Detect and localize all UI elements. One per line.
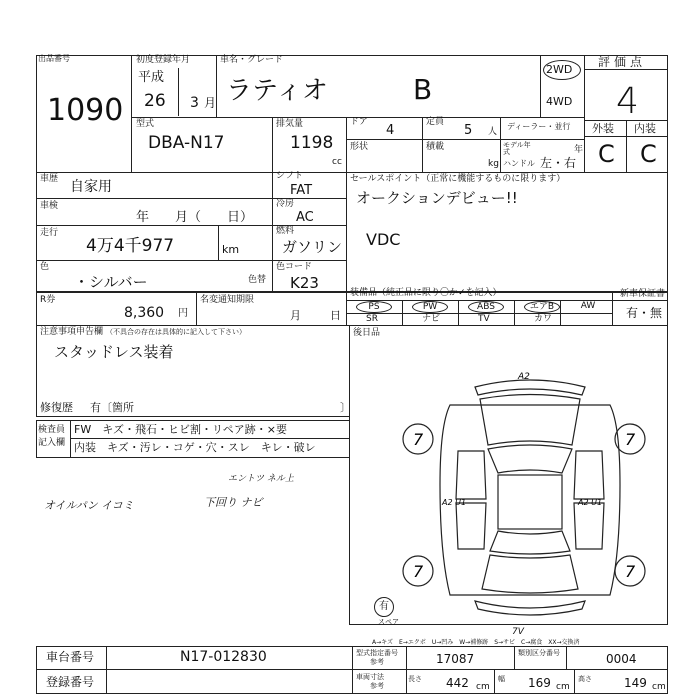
displacement-value: 1198 xyxy=(290,133,334,153)
rating-score: 4 xyxy=(616,81,639,122)
meigi-month: 月 xyxy=(290,309,301,322)
meigi-label: 名変通知期限 xyxy=(200,295,255,305)
equipment-item-bottom: TV xyxy=(478,314,490,324)
interior-grade: C xyxy=(640,140,657,168)
model-year-label: モデル年式 xyxy=(503,141,531,156)
chassis-label: 車台番号 xyxy=(46,650,95,664)
class-label: 類別区分番号 xyxy=(518,649,560,657)
sales-point-label: セールスポイント（正常に機能するものに限ります） xyxy=(350,174,566,184)
spare-label: スペア xyxy=(378,618,399,626)
color-code-label: 色コード xyxy=(276,262,313,272)
sales-point-line1: オークションデビュー!! xyxy=(356,189,518,207)
width-label: 幅 xyxy=(498,675,505,683)
first-reg-era: 平成 xyxy=(138,70,165,85)
equipment-item-top: PW xyxy=(412,301,448,313)
interior-label: 内装 xyxy=(634,122,656,135)
equipment-item-bottom: ナビ xyxy=(422,314,441,324)
right-door-front xyxy=(574,451,604,499)
mileage-label: 走行 xyxy=(40,228,59,238)
equipment-item-bottom: カワ xyxy=(534,314,553,324)
displacement-label: 排気量 xyxy=(276,119,304,129)
registration-label: 登録番号 xyxy=(46,675,95,689)
sales-point-line2: VDC xyxy=(366,230,401,249)
mark-tire-fr: 7 xyxy=(625,430,636,449)
shape-label: 形状 xyxy=(350,142,369,152)
left-door-front xyxy=(456,451,486,499)
drive-2wd: 2WD xyxy=(546,63,573,76)
mileage-value: 4万4千977 xyxy=(86,236,175,256)
first-reg-month-unit: 月 xyxy=(204,96,217,110)
meigi-day: 日 xyxy=(330,309,341,322)
capacity-value: 5 xyxy=(464,123,473,138)
mark-tire-fl: 7 xyxy=(413,430,424,449)
mark-left-side: A2 U1 xyxy=(442,498,467,507)
rating-label: 評価点 xyxy=(598,55,647,69)
notes-label: 注意事項申告欄 xyxy=(40,327,104,337)
hand-note-c: 下回り ナビ xyxy=(204,496,263,509)
mark-tire-rl: 7 xyxy=(413,562,424,581)
length-unit: cm xyxy=(476,682,490,692)
displacement-unit: cc xyxy=(332,157,342,167)
recycle-value: 8,360 xyxy=(124,305,165,321)
doors-value: 4 xyxy=(386,123,395,138)
hood xyxy=(480,395,580,446)
roof xyxy=(498,475,562,529)
notes-sub: （不具合の存在は具体的に記入して下さい） xyxy=(106,328,246,336)
color-label: 色 xyxy=(40,262,50,272)
shaken-label: 車検 xyxy=(40,201,59,211)
inspector-row-2: 内装 キズ・汚レ・コゲ・穴・スレ キレ・破レ xyxy=(74,441,316,454)
rear-window xyxy=(490,531,570,554)
repair-close: 〕 xyxy=(340,401,351,414)
trunk xyxy=(482,555,578,593)
dims-ref: 参考 xyxy=(370,682,384,690)
damage-legend: A→キズ E→エクボ U→凹み W→補修跡 S→サビ C→腐食 XX→交換済 xyxy=(372,639,580,646)
first-reg-month: 3 xyxy=(190,95,199,111)
exterior-grade: C xyxy=(598,140,615,168)
ac-value: AC xyxy=(296,210,314,225)
doors-label: ドア xyxy=(350,117,368,127)
color-change-label: 色替 xyxy=(248,275,267,285)
car-label: 車名・グレード xyxy=(220,55,284,65)
mark-bottom: 7V xyxy=(512,627,524,637)
chassis-value: N17-012830 xyxy=(180,649,267,665)
equipment-item-top: PS xyxy=(356,301,392,313)
exterior-label: 外装 xyxy=(592,122,614,135)
left-door-rear xyxy=(456,503,486,549)
width-unit: cm xyxy=(556,682,570,692)
warranty-label: 新車保証書 xyxy=(620,289,666,299)
equipment-item-top: ABS xyxy=(468,301,504,313)
equipment-item-bottom: SR xyxy=(366,314,378,324)
load-unit: kg xyxy=(488,159,499,169)
model-year-unit: 年 xyxy=(574,145,584,155)
type-no-value: 17087 xyxy=(436,652,475,666)
spare-mark: 有 xyxy=(374,597,394,617)
equipment-item-top: AW xyxy=(580,301,596,311)
inspector-label-1: 検査員 xyxy=(38,425,66,435)
repair-value: 有〔箇所 xyxy=(90,401,134,414)
first-reg-label: 初度登録年月 xyxy=(136,55,191,65)
model-value: DBA-N17 xyxy=(148,133,225,153)
notes-value: スタッドレス装着 xyxy=(54,343,174,361)
load-label: 積載 xyxy=(426,142,445,152)
lot-label: 出品番号 xyxy=(38,54,70,63)
color-value: ・シルバー xyxy=(74,273,148,291)
warranty-value: 有・無 xyxy=(626,306,663,320)
length-value: 442 xyxy=(446,676,469,690)
height-label: 高さ xyxy=(578,675,592,683)
length-label: 長さ xyxy=(408,675,422,683)
right-door-rear xyxy=(574,503,604,549)
ac-label: 冷房 xyxy=(276,199,295,209)
fuel-label: 燃料 xyxy=(276,226,295,236)
front-bumper xyxy=(475,380,585,395)
recycle-label: R券 xyxy=(40,295,56,305)
dealer-label: ディーラー・並行 xyxy=(507,122,571,131)
drive-4wd: 4WD xyxy=(546,95,573,108)
lot-number: 1090 xyxy=(47,93,124,128)
shaken-value: 年 月（ 日） xyxy=(136,210,254,225)
height-value: 149 xyxy=(624,676,647,690)
damage-diagram xyxy=(400,365,660,625)
history-label: 車歴 xyxy=(40,174,59,184)
dims-label: 車両寸法 xyxy=(356,673,384,681)
handle-value: 左・右 xyxy=(540,156,577,170)
equipment-label: 装備品（純正品に限り〇か✓を記入） xyxy=(350,288,502,298)
shift-value: FAT xyxy=(290,183,313,198)
class-value: 0004 xyxy=(606,652,637,666)
color-code-value: K23 xyxy=(290,274,319,292)
model-label: 型式 xyxy=(136,119,155,129)
mileage-unit: km xyxy=(222,243,240,256)
history-value: 自家用 xyxy=(70,179,112,195)
first-reg-year: 26 xyxy=(144,91,166,111)
windshield xyxy=(488,445,572,473)
car-name: ラティオ xyxy=(226,76,328,106)
hand-note-b: オイルパン イコミ xyxy=(44,499,134,512)
shift-label: シフト xyxy=(276,171,304,181)
repair-label: 修復歴 xyxy=(40,401,73,414)
fuel-value: ガソリン xyxy=(282,238,343,256)
recycle-unit: 円 xyxy=(178,308,188,319)
mark-front: A2 xyxy=(518,372,530,382)
type-no-ref: 参考 xyxy=(370,658,384,666)
handle-label: ハンドル xyxy=(503,159,535,168)
mark-right-side: A2 U1 xyxy=(578,498,603,507)
equipment-item-top: エアB xyxy=(524,301,560,313)
notes-section xyxy=(36,325,350,417)
after-label: 後日品 xyxy=(353,328,381,338)
hand-note-a: エントツ ネル上 xyxy=(228,474,294,484)
capacity-label: 定員 xyxy=(426,117,445,127)
rear-bumper xyxy=(475,601,585,615)
inspector-label-2: 記入欄 xyxy=(38,438,66,448)
capacity-unit: 人 xyxy=(488,127,498,137)
inspector-row-1: FW キズ・飛石・ヒビ割・リペア跡・×要 xyxy=(74,423,287,436)
width-value: 169 xyxy=(528,676,551,690)
height-unit: cm xyxy=(652,682,666,692)
mark-tire-rr: 7 xyxy=(625,562,636,581)
car-grade: B xyxy=(413,73,433,106)
type-no-label: 型式指定番号 xyxy=(356,649,398,657)
